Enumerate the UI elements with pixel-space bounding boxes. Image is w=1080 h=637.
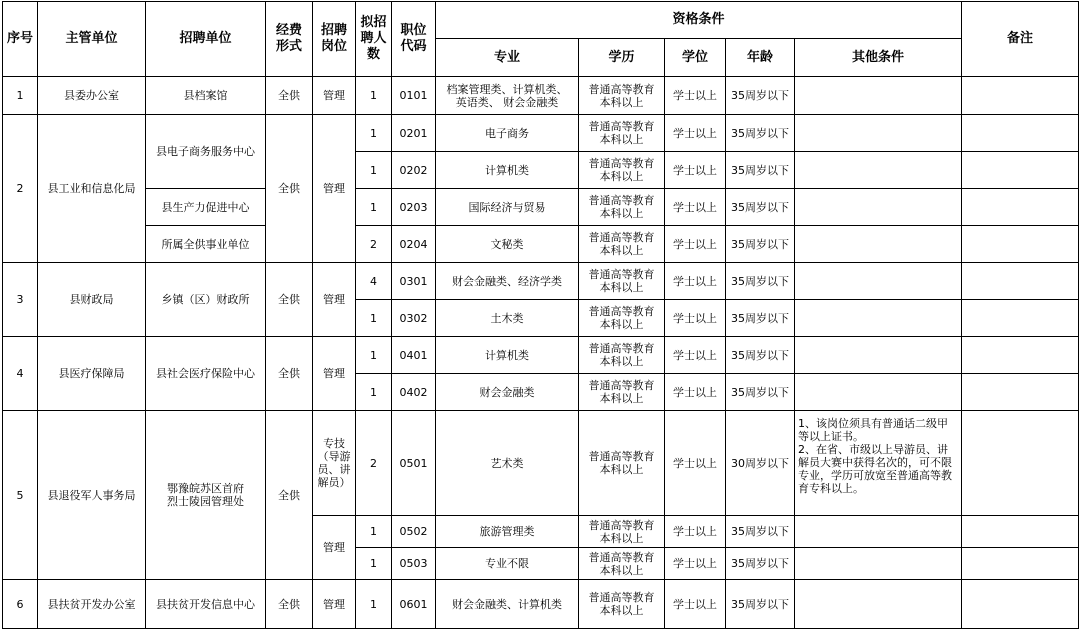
cell-code: 0502	[392, 516, 436, 548]
cell-other	[795, 77, 962, 115]
cell-seq: 3	[3, 263, 38, 337]
cell-code: 0101	[392, 77, 436, 115]
table-body	[3, 77, 1079, 629]
cell-degree: 学士以上	[665, 580, 726, 629]
cell-seq: 2	[3, 115, 38, 263]
header-seq: 序号	[3, 2, 38, 77]
cell-major: 旅游管理类	[436, 516, 579, 548]
cell-count: 1	[356, 152, 392, 189]
cell-dept: 县医疗保障局	[38, 337, 146, 411]
cell-unit: 县生产力促进中心	[146, 189, 266, 226]
cell-note	[962, 580, 1079, 629]
cell-dept: 县退役军人事务局	[38, 411, 146, 580]
cell-dept: 县委办公室	[38, 77, 146, 115]
header-count: 拟招 聘人 数	[356, 2, 392, 77]
cell-code: 0402	[392, 374, 436, 411]
cell-post: 专技 （导游 员、讲 解员）	[313, 411, 356, 516]
cell-other	[795, 152, 962, 189]
cell-degree: 学士以上	[665, 337, 726, 374]
header-unit: 招聘单位	[146, 2, 266, 77]
cell-fund: 全供	[266, 411, 313, 580]
cell-age: 35周岁以下	[726, 337, 795, 374]
cell-note	[962, 263, 1079, 300]
cell-other	[795, 226, 962, 263]
header-major: 专业	[436, 39, 579, 77]
cell-age: 35周岁以下	[726, 374, 795, 411]
cell-age: 35周岁以下	[726, 226, 795, 263]
cell-education: 普通高等教育 本科以上	[579, 152, 665, 189]
cell-post: 管理	[313, 516, 356, 580]
table-row	[3, 226, 1079, 263]
table-row	[3, 115, 1079, 152]
cell-fund: 全供	[266, 115, 313, 263]
cell-code: 0203	[392, 189, 436, 226]
cell-education: 普通高等教育 本科以上	[579, 77, 665, 115]
cell-code: 0503	[392, 548, 436, 580]
cell-education: 普通高等教育 本科以上	[579, 189, 665, 226]
cell-note	[962, 77, 1079, 115]
cell-other	[795, 580, 962, 629]
cell-code: 0601	[392, 580, 436, 629]
cell-age: 35周岁以下	[726, 580, 795, 629]
cell-code: 0301	[392, 263, 436, 300]
cell-unit: 县社会医疗保险中心	[146, 337, 266, 411]
cell-major: 专业不限	[436, 548, 579, 580]
cell-education: 普通高等教育 本科以上	[579, 115, 665, 152]
table-header	[3, 2, 1079, 77]
cell-count: 2	[356, 226, 392, 263]
cell-note	[962, 152, 1079, 189]
cell-note	[962, 226, 1079, 263]
cell-count: 1	[356, 580, 392, 629]
cell-code: 0401	[392, 337, 436, 374]
recruitment-table	[2, 1, 1079, 629]
cell-count: 2	[356, 411, 392, 516]
cell-age: 30周岁以下	[726, 411, 795, 516]
cell-education: 普通高等教育 本科以上	[579, 374, 665, 411]
cell-other	[795, 300, 962, 337]
cell-other	[795, 263, 962, 300]
cell-major: 文秘类	[436, 226, 579, 263]
cell-count: 1	[356, 189, 392, 226]
header-code: 职位 代码	[392, 2, 436, 77]
cell-age: 35周岁以下	[726, 263, 795, 300]
cell-dept: 县扶贫开发办公室	[38, 580, 146, 629]
cell-age: 35周岁以下	[726, 115, 795, 152]
cell-age: 35周岁以下	[726, 189, 795, 226]
header-age: 年龄	[726, 39, 795, 77]
cell-post: 管理	[313, 337, 356, 411]
cell-education: 普通高等教育 本科以上	[579, 226, 665, 263]
cell-age: 35周岁以下	[726, 77, 795, 115]
cell-age: 35周岁以下	[726, 548, 795, 580]
cell-degree: 学士以上	[665, 189, 726, 226]
header-note: 备注	[962, 2, 1079, 77]
cell-major: 计算机类	[436, 152, 579, 189]
cell-degree: 学士以上	[665, 77, 726, 115]
cell-count: 1	[356, 337, 392, 374]
header-post: 招聘 岗位	[313, 2, 356, 77]
table-row	[3, 189, 1079, 226]
cell-post: 管理	[313, 263, 356, 337]
cell-major: 艺术类	[436, 411, 579, 516]
cell-other	[795, 548, 962, 580]
cell-degree: 学士以上	[665, 374, 726, 411]
cell-other	[795, 374, 962, 411]
table-row	[3, 263, 1079, 300]
cell-note	[962, 115, 1079, 152]
cell-education: 普通高等教育 本科以上	[579, 337, 665, 374]
header-dept: 主管单位	[38, 2, 146, 77]
cell-major: 计算机类	[436, 337, 579, 374]
cell-education: 普通高等教育 本科以上	[579, 411, 665, 516]
cell-seq: 5	[3, 411, 38, 580]
cell-note	[962, 516, 1079, 548]
cell-other	[795, 337, 962, 374]
cell-note	[962, 300, 1079, 337]
cell-count: 1	[356, 77, 392, 115]
cell-degree: 学士以上	[665, 226, 726, 263]
table-row	[3, 411, 1079, 516]
cell-fund: 全供	[266, 263, 313, 337]
cell-education: 普通高等教育 本科以上	[579, 580, 665, 629]
cell-major: 电子商务	[436, 115, 579, 152]
cell-degree: 学士以上	[665, 152, 726, 189]
cell-seq: 1	[3, 77, 38, 115]
cell-count: 1	[356, 516, 392, 548]
cell-major: 土木类	[436, 300, 579, 337]
cell-education: 普通高等教育 本科以上	[579, 300, 665, 337]
cell-education: 普通高等教育 本科以上	[579, 548, 665, 580]
cell-major: 国际经济与贸易	[436, 189, 579, 226]
cell-note	[962, 548, 1079, 580]
cell-age: 35周岁以下	[726, 300, 795, 337]
cell-count: 1	[356, 374, 392, 411]
cell-degree: 学士以上	[665, 263, 726, 300]
cell-age: 35周岁以下	[726, 152, 795, 189]
cell-note	[962, 337, 1079, 374]
cell-post: 管理	[313, 115, 356, 263]
cell-post: 管理	[313, 580, 356, 629]
cell-other	[795, 189, 962, 226]
cell-education: 普通高等教育 本科以上	[579, 516, 665, 548]
table-row	[3, 77, 1079, 115]
cell-fund: 全供	[266, 337, 313, 411]
cell-note	[962, 374, 1079, 411]
cell-degree: 学士以上	[665, 300, 726, 337]
cell-other	[795, 115, 962, 152]
cell-dept: 县工业和信息化局	[38, 115, 146, 263]
header-other: 其他条件	[795, 39, 962, 77]
cell-unit: 乡镇（区）财政所	[146, 263, 266, 337]
cell-code: 0204	[392, 226, 436, 263]
cell-count: 1	[356, 300, 392, 337]
cell-code: 0201	[392, 115, 436, 152]
cell-seq: 6	[3, 580, 38, 629]
cell-degree: 学士以上	[665, 115, 726, 152]
cell-major: 财会金融类、计算机类	[436, 580, 579, 629]
header-degree: 学位	[665, 39, 726, 77]
cell-other	[795, 516, 962, 548]
cell-count: 1	[356, 115, 392, 152]
cell-unit: 县档案馆	[146, 77, 266, 115]
table-row	[3, 337, 1079, 374]
cell-unit: 县电子商务服务中心	[146, 115, 266, 189]
cell-degree: 学士以上	[665, 548, 726, 580]
cell-unit: 县扶贫开发信息中心	[146, 580, 266, 629]
cell-count: 4	[356, 263, 392, 300]
cell-other: 1、该岗位须具有普通话二级甲等以上证书。 2、在省、市级以上导游员、讲解员大赛中获得名次的，可不限专业，学历可放宽至普通高等教育专科以上。	[795, 411, 962, 516]
cell-seq: 4	[3, 337, 38, 411]
cell-post: 管理	[313, 77, 356, 115]
header-fund: 经费 形式	[266, 2, 313, 77]
cell-age: 35周岁以下	[726, 516, 795, 548]
cell-code: 0202	[392, 152, 436, 189]
cell-unit: 鄂豫皖苏区首府 烈士陵园管理处	[146, 411, 266, 580]
cell-dept: 县财政局	[38, 263, 146, 337]
cell-unit: 所属全供事业单位	[146, 226, 266, 263]
cell-code: 0501	[392, 411, 436, 516]
cell-fund: 全供	[266, 77, 313, 115]
cell-degree: 学士以上	[665, 516, 726, 548]
cell-major: 财会金融类	[436, 374, 579, 411]
header-education: 学历	[579, 39, 665, 77]
cell-fund: 全供	[266, 580, 313, 629]
header-qualifications: 资格条件	[436, 2, 962, 39]
cell-degree: 学士以上	[665, 411, 726, 516]
cell-count: 1	[356, 548, 392, 580]
cell-note	[962, 189, 1079, 226]
cell-note	[962, 411, 1079, 516]
cell-education: 普通高等教育 本科以上	[579, 263, 665, 300]
cell-code: 0302	[392, 300, 436, 337]
cell-major: 财会金融类、经济学类	[436, 263, 579, 300]
cell-major: 档案管理类、计算机类、 英语类、 财会金融类	[436, 77, 579, 115]
table-row	[3, 580, 1079, 629]
